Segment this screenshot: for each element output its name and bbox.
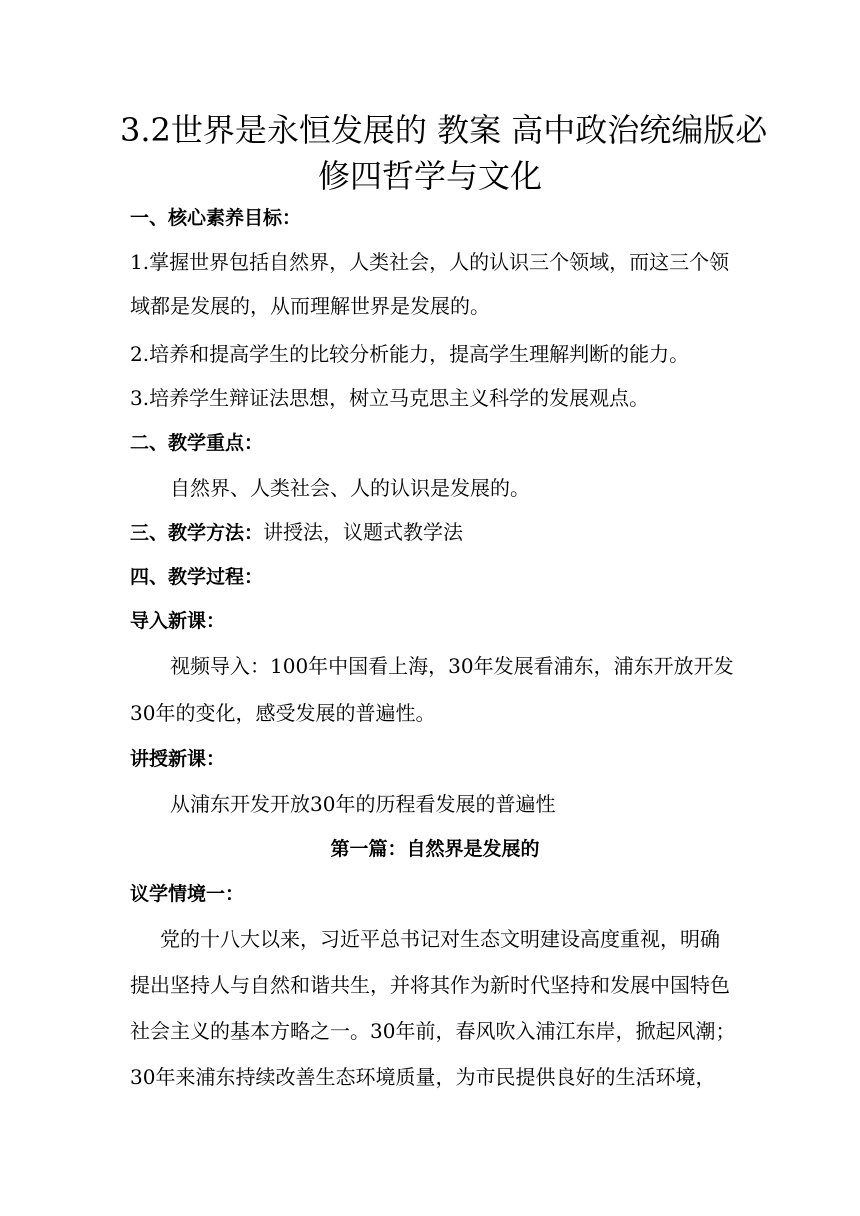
section-heading-teaching-method: 三、教学方法： <box>130 522 264 544</box>
subheading-intro: 导入新课： <box>130 610 226 632</box>
scenario-1-line-3: 社会主义的基本方略之一。30年前，春风吹入浦江东岸，掀起风潮； <box>130 1019 736 1043</box>
scenario-1-line-4: 30年来浦东持续改善生态环境质量，为市民提供良好的生活环境， <box>130 1065 716 1089</box>
intro-line-2: 30年的变化，感受发展的普遍性。 <box>130 701 436 725</box>
subheading-scenario-1: 议学情境一： <box>130 883 245 905</box>
document-title-line-1: 3.2世界是永恒发展的 教案 高中政治统编版必 <box>120 111 768 149</box>
goal-1-line-1: 1.掌握世界包括自然界，人类社会，人的认识三个领域，而这三个领 <box>130 250 730 274</box>
teaching-method-line <box>130 517 740 548</box>
goal-1-line-2: 域都是发展的，从而理解世界是发展的。 <box>130 294 490 318</box>
scenario-1-line-2: 提出坚持人与自然和谐共生，并将其作为新时代坚持和发展中国特色 <box>130 973 730 997</box>
part-1-title: 第一篇：自然界是发展的 <box>330 838 540 860</box>
goal-2: 2.培养和提高学生的比较分析能力，提高学生理解判断的能力。 <box>130 342 690 366</box>
goal-3: 3.培养学生辩证法思想，树立马克思主义科学的发展观点。 <box>130 386 650 410</box>
document-title-line-2: 修四哲学与文化 <box>317 157 542 195</box>
key-point-text: 自然界、人类社会、人的认识是发展的。 <box>170 476 530 500</box>
teaching-method-text: 讲授法，议题式教学法 <box>263 520 464 544</box>
subheading-lecture: 讲授新课： <box>130 748 226 770</box>
section-heading-teaching-process: 四、教学过程： <box>130 566 264 588</box>
section-heading-core-goals: 一、核心素养目标： <box>130 207 302 229</box>
intro-line-1: 视频导入：100年中国看上海，30年发展看浦东，浦东开放开发 <box>170 654 734 678</box>
scenario-1-line-1: 党的十八大以来，习近平总书记对生态文明建设高度重视，明确 <box>160 927 720 951</box>
section-heading-key-points: 二、教学重点： <box>130 432 264 454</box>
lecture-text: 从浦东开发开放30年的历程看发展的普遍性 <box>170 792 556 816</box>
